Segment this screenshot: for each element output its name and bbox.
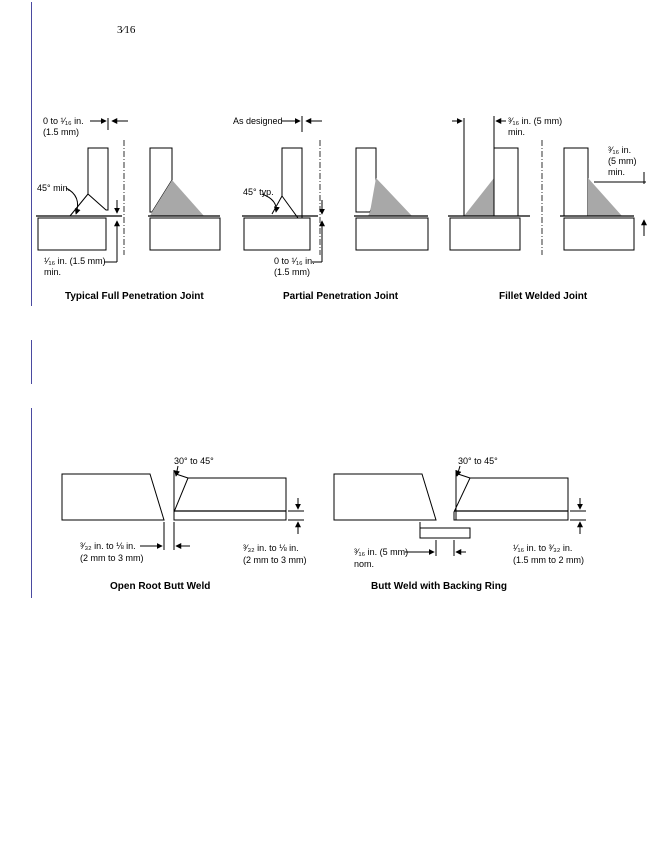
fillet-dim-label: ³⁄₁₆ in. (5 mm) <box>508 116 563 126</box>
full-min-label-2: min. <box>44 267 62 277</box>
backing-angle-label: 30° to 45° <box>458 456 498 466</box>
backing-land-label-mm: (1.5 mm to 2 mm) <box>513 555 585 565</box>
fillet-right-label-min: min. <box>608 167 626 177</box>
caption-backing-ring: Butt Weld with Backing Ring <box>371 581 507 592</box>
partial-gap-label-mm: (1.5 mm) <box>274 267 310 277</box>
fillet-right-label-mm: (5 mm) <box>608 156 637 166</box>
full-gap-label: 0 to ¹⁄₁₆ in. <box>43 116 84 126</box>
fillet-right-label: ³⁄₁₆ in. <box>608 145 632 155</box>
full-gap-label-mm: (1.5 mm) <box>43 127 79 137</box>
full-min-label: ¹⁄₁₆ in. (1.5 mm) <box>44 256 106 266</box>
fillet-dim-label-min: min. <box>508 127 526 137</box>
open-root-butt-weld <box>62 466 304 550</box>
fraction-mark: 3⁄16 <box>117 24 136 36</box>
backing-land-label: ¹⁄₁₆ in. to ³⁄₃₂ in. <box>513 543 573 553</box>
full-angle-label: 45° min. <box>37 183 71 193</box>
caption-open-root: Open Root Butt Weld <box>110 581 211 592</box>
partial-designed-label: As designed <box>233 116 283 126</box>
partial-angle-label: 45° typ. <box>243 187 274 197</box>
caption-fillet-welded: Fillet Welded Joint <box>499 291 588 302</box>
open-gap-label: ³⁄₃₂ in. to ⅛ in. <box>80 541 136 551</box>
backing-gap-label: ³⁄₁₆ in. (5 mm) <box>354 547 409 557</box>
fillet-welded-joint <box>448 116 646 255</box>
open-gap-label-mm: (2 mm to 3 mm) <box>80 553 144 563</box>
caption-full-penetration: Typical Full Penetration Joint <box>65 291 204 302</box>
caption-partial-penetration: Partial Penetration Joint <box>283 291 399 302</box>
partial-gap-label: 0 to ¹⁄₁₆ in. <box>274 256 315 266</box>
open-land-label: ³⁄₃₂ in. to ⅛ in. <box>243 543 299 553</box>
open-angle-label: 30° to 45° <box>174 456 214 466</box>
open-land-label-mm: (2 mm to 3 mm) <box>243 555 307 565</box>
backing-gap-label-nom: nom. <box>354 559 375 569</box>
